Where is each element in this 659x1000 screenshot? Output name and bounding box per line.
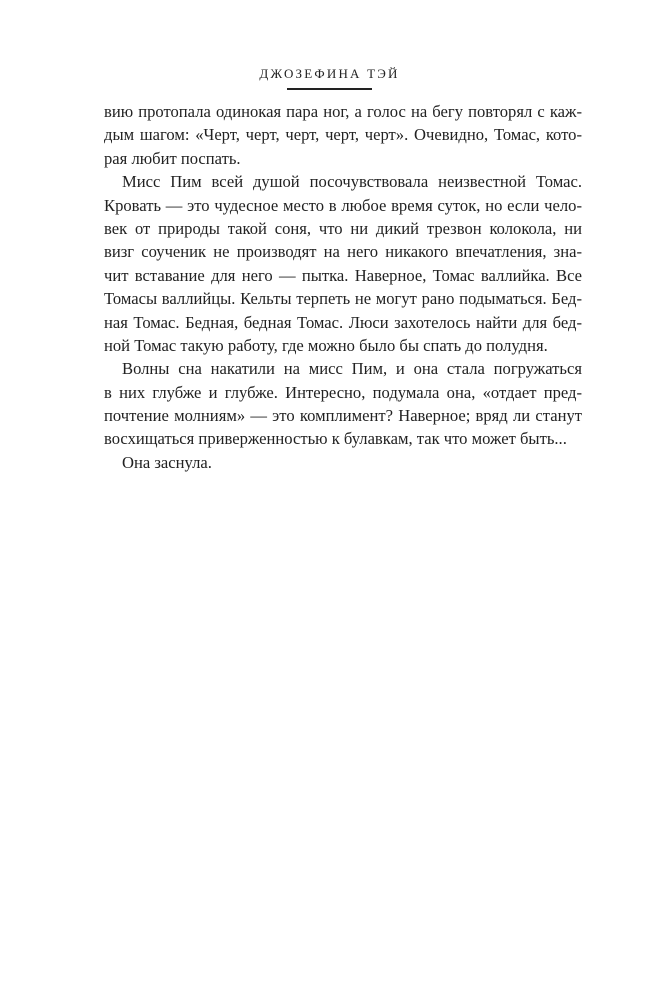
text-line: в них глубже и глубже. Интересно, подумала она, «отдает пред- (104, 382, 582, 402)
text-line: Мисс Пим всей душой посочувствовала неизвестной Томас. (122, 172, 582, 192)
text-line: чит вставание для него — пытка. Наверное, Томас валлийка. Все (104, 265, 582, 285)
running-head-rule (287, 88, 372, 90)
text-line: ной Томас такую работу, где можно было бы спать до полудня. (104, 335, 548, 355)
running-head-author: ДЖОЗЕФИНА ТЭЙ (259, 66, 400, 81)
text-line: Она заснула. (122, 452, 212, 472)
paragraph (104, 170, 582, 357)
text-line: век от природы такой соня, что ни дикий трезвон колокола, ни (104, 218, 582, 238)
text-line: дым шагом: «Черт, черт, черт, черт, черт». Очевидно, Томас, кото- (104, 125, 582, 145)
text-line: почтение молниям» — это комплимент? Наверное; вряд ли станут (104, 406, 582, 426)
paragraph (104, 100, 582, 170)
text-line: ная Томас. Бедная, бедная Томас. Люси захотелось найти для бед- (104, 312, 582, 332)
text-line: Волны сна накатили на мисс Пим, и она стала погружаться (122, 359, 582, 379)
text-line: вию протопала одинокая пара ног, а голос на бегу повторял с каж- (104, 102, 582, 121)
text-line: восхищаться приверженностью к булавкам, так что может быть... (104, 429, 567, 449)
text-line: визг соученик не производят на него никакого впечатления, зна- (104, 242, 582, 262)
body-text (104, 100, 582, 474)
text-line: Томасы валлийцы. Кельты терпеть не могут рано подыматься. Бед- (104, 289, 582, 309)
text-line: Кровать — это чудесное место в любое время суток, но если чело- (104, 195, 582, 215)
text-line: рая любит поспать. (104, 148, 241, 168)
paragraph (104, 451, 582, 474)
paragraph (104, 357, 582, 451)
